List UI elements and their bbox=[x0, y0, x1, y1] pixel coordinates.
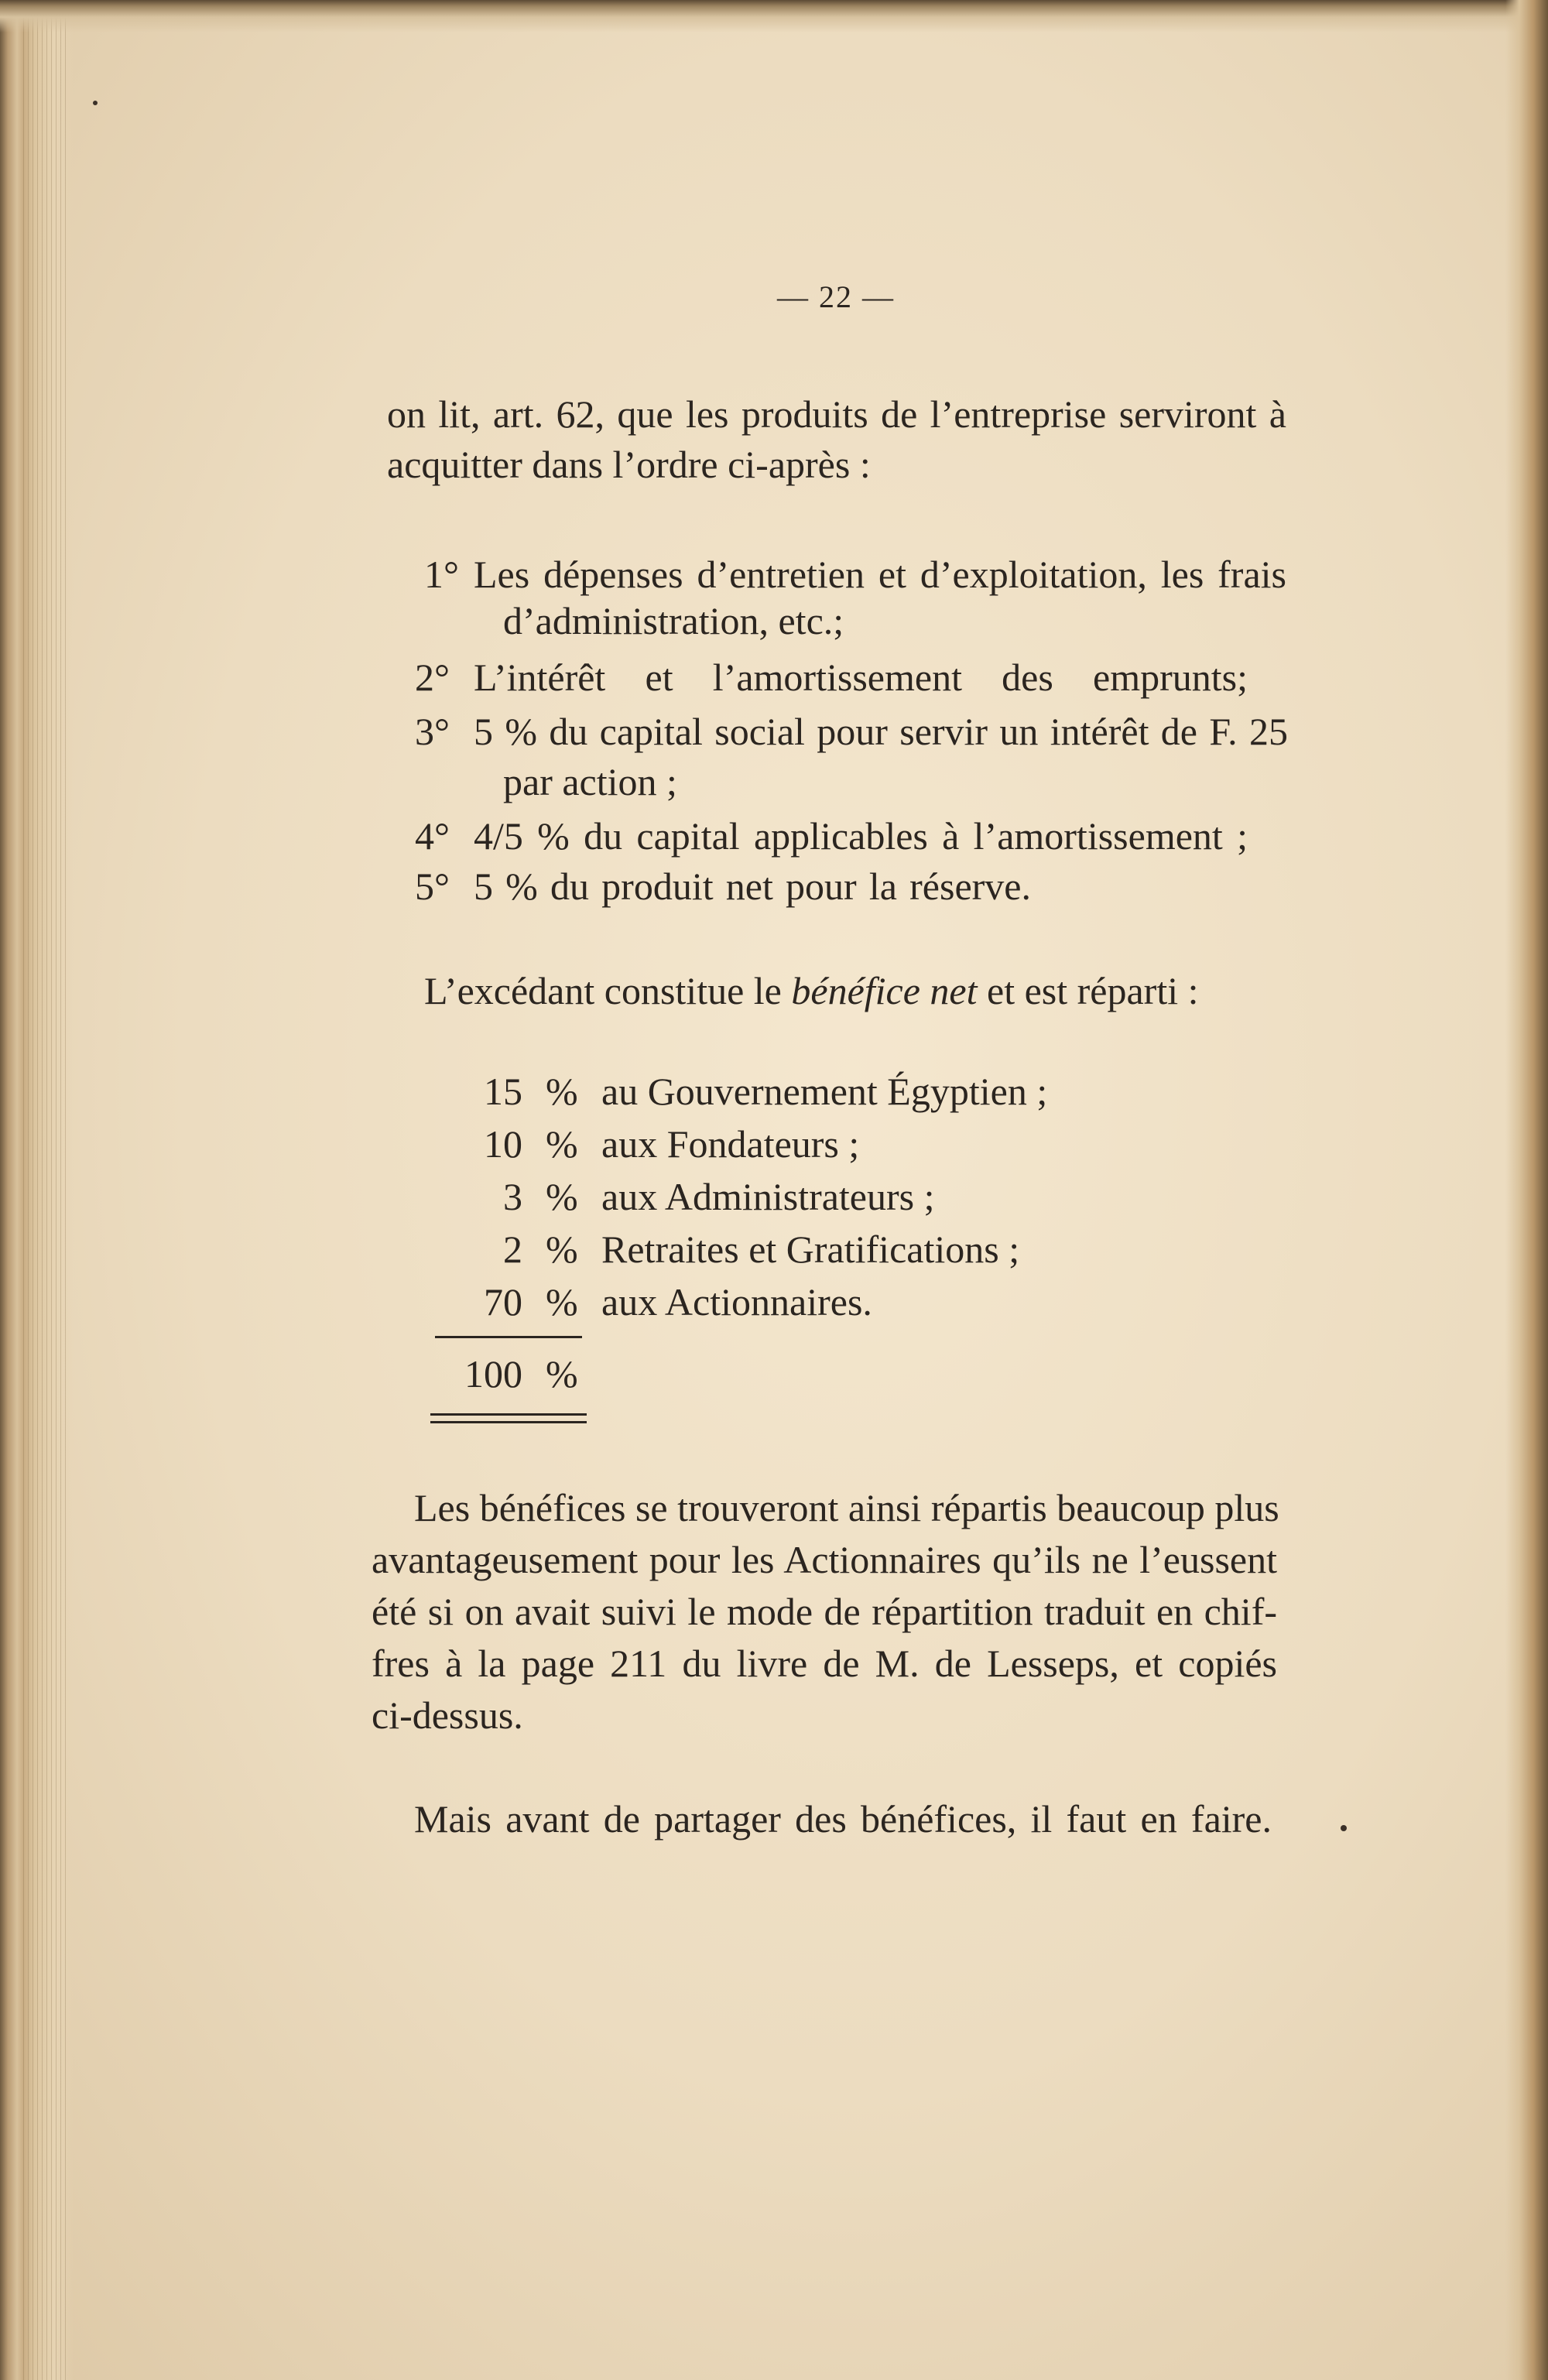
distribution-value: 15 bbox=[484, 1070, 522, 1113]
conclusion-line-4: fres à la page 211 du livre de M. de Lesseps, et copiés bbox=[372, 1642, 1277, 1685]
list-marker-5: 5° bbox=[415, 865, 450, 908]
list-item-2-line-1: L’intérêt et l’amortissement des emprunts; bbox=[474, 656, 1248, 699]
page-right-edge bbox=[1505, 0, 1548, 2380]
intro-line-2: acquitter dans l’ordre ci-après : bbox=[387, 443, 871, 486]
percent-sign: % bbox=[546, 1280, 578, 1324]
page-number: — 22 — bbox=[777, 279, 895, 314]
distribution-value: 3 bbox=[503, 1175, 522, 1218]
closing-sentence: Mais avant de partager des bénéfices, il faut en faire. bbox=[414, 1797, 1272, 1841]
percent-sign: % bbox=[546, 1352, 578, 1395]
list-marker-1: 1° bbox=[424, 553, 459, 596]
conclusion-line-3: été si on avait suivi le mode de répartition traduit en chif- bbox=[372, 1590, 1277, 1633]
conclusion-line-1: Les bénéfices se trouveront ainsi répartis beaucoup plus bbox=[414, 1486, 1279, 1529]
page-top-edge bbox=[0, 0, 1548, 33]
distribution-value: 10 bbox=[484, 1122, 522, 1166]
distribution-label: aux Fondateurs ; bbox=[601, 1122, 860, 1166]
list-item-4-line-1: 4/5 % du capital applicables à l’amortissement ; bbox=[474, 814, 1248, 858]
total-value: 100 bbox=[464, 1352, 522, 1395]
percent-sign: % bbox=[546, 1175, 578, 1218]
paper-speck bbox=[93, 101, 98, 105]
paper-speck bbox=[1341, 1825, 1347, 1831]
excedant-before: L’excédant constitue le bbox=[424, 969, 792, 1012]
list-item-3-line-1: 5 % du capital social pour servir un intérêt de F. 25 bbox=[474, 710, 1288, 753]
excedant-line bbox=[424, 967, 1199, 1014]
conclusion-line-5: ci-dessus. bbox=[372, 1693, 523, 1737]
distribution-label: aux Actionnaires. bbox=[601, 1280, 872, 1324]
excedant-after: et est réparti : bbox=[977, 969, 1199, 1012]
percent-sign: % bbox=[546, 1122, 578, 1166]
list-marker-4: 4° bbox=[415, 814, 450, 858]
sum-rule bbox=[435, 1336, 582, 1338]
list-item-3-line-2: par action ; bbox=[503, 760, 677, 803]
list-item-1-line-1: Les dépenses d’entretien et d’exploitation, les frais bbox=[474, 553, 1286, 596]
distribution-label: Retraites et Gratifications ; bbox=[601, 1228, 1020, 1271]
intro-line-1: on lit, art. 62, que les produits de l’entreprise serviront à bbox=[387, 392, 1286, 436]
conclusion-line-2: avantageusement pour les Actionnaires qu’ils ne l’eussent bbox=[372, 1538, 1277, 1581]
list-item-5-line-1: 5 % du produit net pour la réserve. bbox=[474, 865, 1031, 908]
percent-sign: % bbox=[546, 1228, 578, 1271]
distribution-label: aux Administrateurs ; bbox=[601, 1175, 935, 1218]
total-double-rule-bottom bbox=[430, 1421, 587, 1423]
distribution-label: au Gouvernement Égyptien ; bbox=[601, 1070, 1048, 1113]
distribution-value: 70 bbox=[484, 1280, 522, 1324]
list-marker-2: 2° bbox=[415, 656, 450, 699]
total-double-rule-top bbox=[430, 1413, 587, 1416]
page-stack-edge bbox=[23, 0, 70, 2380]
list-item-1-line-2: d’administration, etc.; bbox=[503, 599, 844, 642]
list-marker-3: 3° bbox=[415, 710, 450, 753]
distribution-value: 2 bbox=[503, 1228, 522, 1271]
benefice-net-italic: bénéfice net bbox=[791, 969, 978, 1012]
percent-sign: % bbox=[546, 1070, 578, 1113]
